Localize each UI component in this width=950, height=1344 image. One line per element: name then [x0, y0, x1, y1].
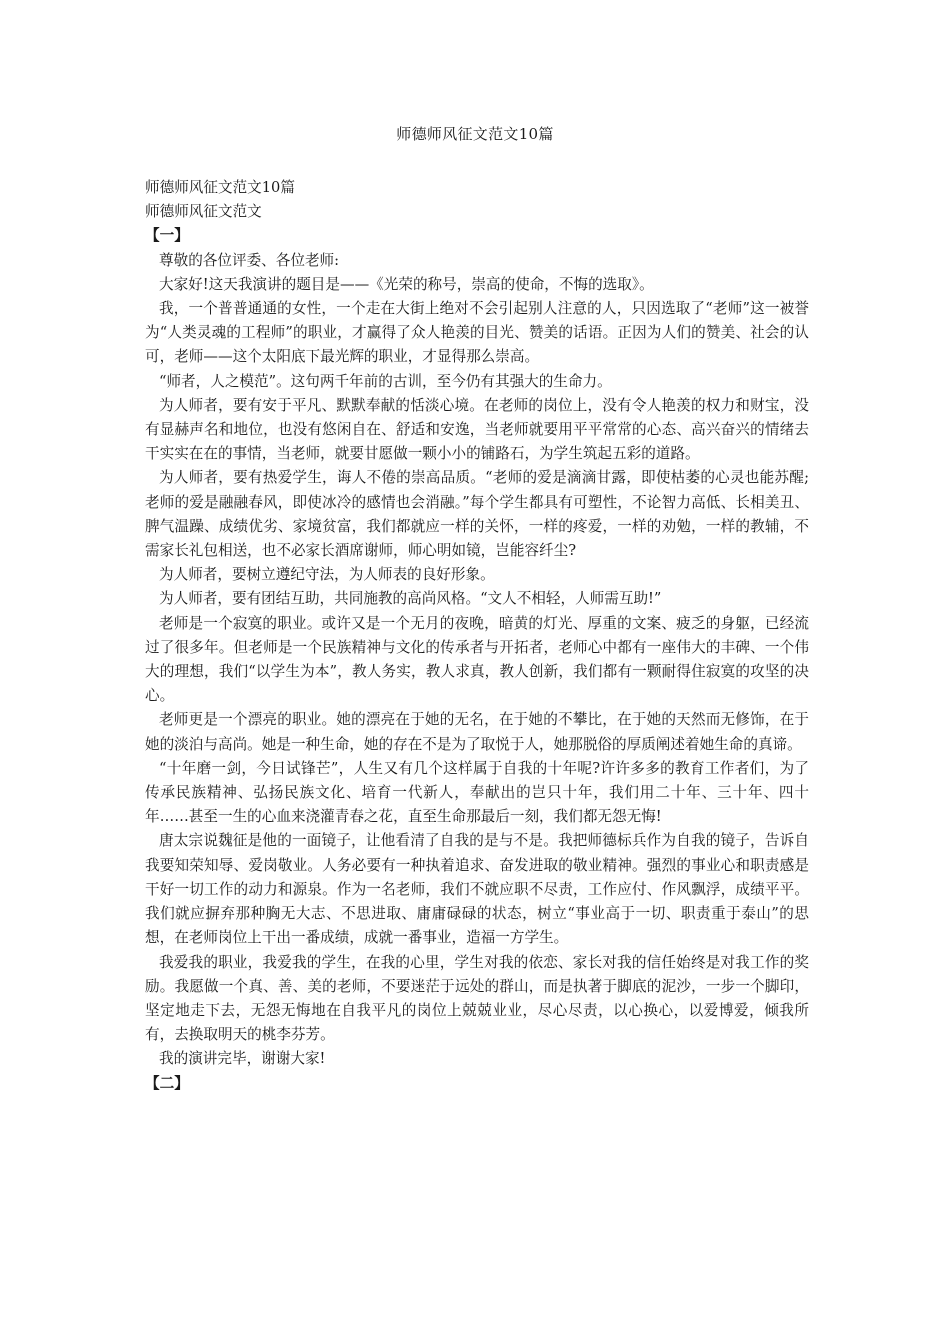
paragraph: 为人师者，要有团结互助，共同施教的高尚风格。“文人不相轻，人师需互助!” — [159, 590, 662, 608]
section-heading: 【二】 — [145, 1074, 189, 1092]
paragraph: 老师是一个寂寞的职业。或许又是一个无月的夜晚，暗黄的灯光、厚重的文案、疲乏的身躯，已经流过了很多年。但老师是一个民族精神与文化的传承者与开拓者，老师心中都有一座伟大的丰碑、一个伟大的理想，我们“以学生为本”，教人务实，教人求真，教人创新，我们都有一颗耐得住寂寞的攻坚的决心。 — [145, 614, 809, 705]
paragraph: 我爱我的职业，我爱我的学生，在我的心里，学生对我的依恋、家长对我的信任始终是对我工作的奖励。我愿做一个真、善、美的老师，不要迷茫于远处的群山，而是执著于脚底的泥沙，一步一个脚印，坚定地走下去，无怨无悔地在自我平凡的岗位上兢兢业业，尽心尽责，以心换心，以爱博爱，倾我所有，去换取明天的桃李芬芳。 — [145, 953, 809, 1044]
paragraph: 我的演讲完毕，谢谢大家! — [159, 1050, 326, 1068]
subtitle-line: 师德师风征文范文10篇 — [145, 179, 295, 196]
paragraph: “师者，人之模范”。这句两千年前的古训，至今仍有其强大的生命力。 — [159, 372, 612, 390]
section-heading: 【一】 — [145, 227, 189, 245]
paragraph: 老师更是一个漂亮的职业。她的漂亮在于她的无名，在于她的不攀比，在于她的天然而无修饰，在于她的淡泊与高尚。她是一种生命，她的存在不是为了取悦于人，她那脱俗的厚质阐述着她生命的真谛。 — [145, 711, 809, 753]
paragraph: 为人师者，要有安于平凡、默默奉献的恬淡心境。在老师的岗位上，没有令人艳羡的权力和财宝，没有显赫声名和地位，也没有悠闲自在、舒适和安逸，当老师就要用平平常常的心态、高兴奋兴的情绪去干实实在在的事情，当老师，就要甘愿做一颗小小的铺路石，为学生筑起五彩的道路。 — [145, 396, 809, 463]
paragraph: 大家好!这天我演讲的题目是——《光荣的称号，崇高的使命，不悔的选取》。 — [159, 275, 654, 293]
document-title: 师德师风征文范文10篇 — [396, 125, 554, 143]
paragraph: 唐太宗说魏征是他的一面镜子，让他看清了自我的是与不是。我把师德标兵作为自我的镜子，告诉自我要知荣知辱、爱岗敬业。人务必要有一种执着追求、奋发进取的敬业精神。强烈的事业心和职责感是干好一切工作的动力和源泉。作为一名老师，我们不就应职不尽责，工作应付、作风飘浮，成绩平平。我们就应摒弃那种胸无大志、不思进取、庸庸碌碌的状态，树立“事业高于一切、职责重于泰山”的思想，在老师岗位上干出一番成绩，成就一番事业，造福一方学生。 — [145, 832, 809, 947]
paragraph: 尊敬的各位评委、各位老师: — [159, 251, 340, 269]
subtitle-line: 师德师风征文范文 — [145, 203, 262, 221]
document-body — [145, 176, 809, 1096]
paragraph: 我，一个普普通通的女性，一个走在大街上绝对不会引起别人注意的人，只因选取了“老师”这一被誉为“人类灵魂的工程师”的职业，才赢得了众人艳羡的目光、赞美的话语。正因为人们的赞美、社会的认可，老师——这个太阳底下最光辉的职业，才显得那么崇高。 — [145, 300, 809, 366]
paragraph: 为人师者，要树立遵纪守法，为人师表的良好形象。 — [159, 566, 495, 584]
paragraph: 为人师者，要有热爱学生，诲人不倦的崇高品质。“老师的爱是滴滴甘露，即使枯萎的心灵也能苏醒;老师的爱是融融春风，即使冰冷的感情也会消融。”每个学生都具有可塑性，不论智力高低、长相美丑、脾气温躁、成绩优劣、家境贫富，我们都就应一样的关怀，一样的疼爱，一样的劝勉，一样的教辅，不需家长礼包相送，也不必家长酒席谢师，师心明如镜，岂能容纤尘? — [145, 469, 809, 560]
paragraph: “十年磨一剑，今日试锋芒”，人生又有几个这样属于自我的十年呢?许许多多的教育工作者们，为了传承民族精神、弘扬民族文化、培育一代新人，奉献出的岂只十年，我们用二十年、三十年、四十年……甚至一生的心血来浇灌青春之花，直至生命那最后一刻，我们都无怨无悔! — [145, 759, 809, 826]
